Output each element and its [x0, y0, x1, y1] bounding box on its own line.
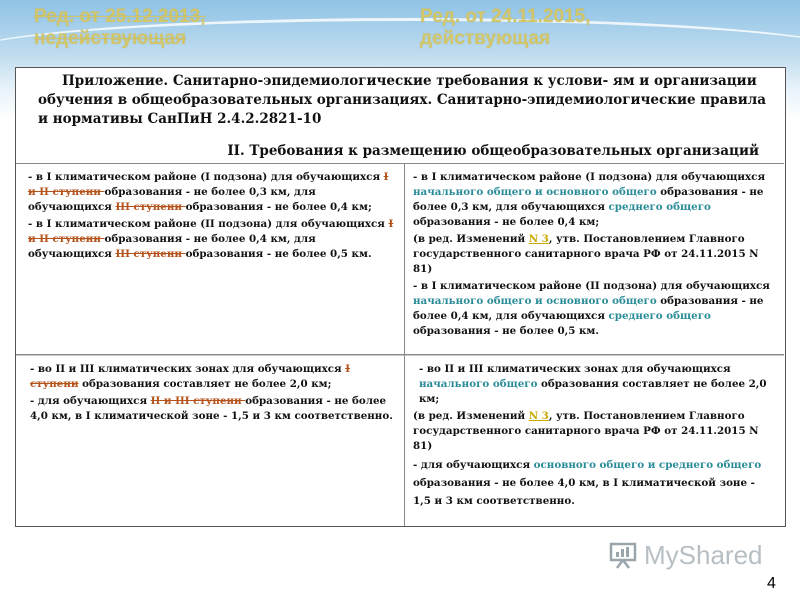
amendment-link[interactable]: N 3 — [528, 410, 549, 422]
text-run: (в ред. Изменений — [413, 410, 529, 422]
new-top-para-1 — [413, 170, 776, 230]
cell-old-bottom — [16, 358, 404, 526]
text-run: образования - не более 0,3 км, для обучающихся — [28, 186, 316, 213]
text-run: образования - не более 0,4 км, для обучающихся — [28, 233, 316, 260]
amendment-link[interactable]: N 3 — [528, 233, 549, 245]
new-text: начального общего и основного общего — [413, 295, 657, 307]
header-old-edition — [34, 6, 205, 50]
text-run: - в I климатическом районе (I подзона) для обучающихся — [413, 171, 766, 183]
intro-text: Приложение. Санитарно-эпидемиологические требования к услови- ям и организации обучения в общеобразовательных организациях. Санитарно-эпидемиологические правила и нормативы СанПиН 2.4.2.2821-10 — [38, 73, 766, 127]
new-bottom-para-2 — [413, 409, 776, 454]
deleted-text: III ступени — [115, 248, 186, 260]
text-run: образования - не более 0,4 км; — [413, 216, 600, 228]
new-text: начального общего — [419, 378, 538, 390]
text-run: образования - не более 0,4 км, для обучающихся — [413, 295, 764, 322]
deleted-text: I ступени — [30, 363, 351, 390]
header-current-edition — [420, 6, 590, 50]
cell-new-top — [405, 166, 784, 354]
deleted-text: III ступени — [115, 201, 186, 213]
text-run: - для обучающихся — [413, 459, 534, 471]
text-run: образования составляет не более 2,0 км; — [78, 378, 332, 390]
header-old-line1: Ред. от 25.12.2013, — [34, 6, 206, 27]
text-run: - во II и III климатических зонах для обучающихся — [30, 363, 346, 375]
presentation-board-icon — [608, 540, 638, 570]
new-text: среднего общего — [608, 310, 711, 322]
text-run: , утв. Постановлением Главного государственного санитарного врача РФ от 24.11.2015 N 81) — [413, 410, 759, 452]
deleted-text: II и III ступени — [150, 395, 246, 407]
text-run: - в I климатическом районе (II подзона) для обучающихся — [413, 280, 770, 292]
old-bottom-para-2 — [30, 394, 396, 424]
header-current-line1: Ред. от 24.11.2015, — [420, 6, 591, 27]
text-run: - в I климатическом районе (II подзона) для обучающихся — [28, 218, 389, 230]
text-run: образования - не более 4,0 км, в I климатической зоне - 1,5 и 3 км соответственно. — [413, 477, 755, 507]
header-current-line2: действующая — [420, 28, 551, 49]
text-run: образования - не более 0,5 км. — [185, 248, 372, 260]
new-text: начального общего и основного общего — [413, 186, 657, 198]
myshared-logo — [608, 537, 763, 573]
text-run: образования - не более 0,3 км, для обучающихся — [413, 186, 764, 213]
text-run: , утв. Постановлением Главного государственного санитарного врача РФ от 24.11.2015 N 81) — [413, 233, 759, 275]
new-bottom-para-1 — [413, 362, 776, 407]
cell-new-bottom — [405, 358, 784, 526]
section-title: II. Требования к размещению общеобразовательных организаций — [227, 143, 759, 159]
new-top-para-3 — [413, 279, 776, 339]
cell-old-top — [16, 166, 404, 354]
old-top-para-1 — [28, 170, 396, 215]
new-top-para-2 — [413, 232, 776, 277]
comparison-table — [15, 67, 786, 527]
deleted-text: I и II ступени — [28, 218, 394, 245]
old-bottom-para-1 — [30, 362, 396, 392]
text-run: образования - не более 0,4 км; — [185, 201, 372, 213]
old-top-para-2 — [28, 217, 396, 262]
page-number: 4 — [767, 575, 776, 592]
text-run: образования - не более 4,0 км, в I климатической зоне - 1,5 и 3 км соответственно. — [30, 395, 393, 422]
row-divider-shadow — [16, 355, 784, 356]
text-run: образования составляет не более 2,0 км; — [419, 378, 767, 405]
text-run: - во II и III климатических зонах для обучающихся — [419, 363, 731, 375]
text-run: - для обучающихся — [30, 395, 151, 407]
header-old-line2: недействующая — [34, 28, 187, 49]
new-bottom-para-3 — [413, 456, 776, 510]
text-run: образования - не более 0,5 км. — [413, 325, 599, 337]
deleted-text: I и II ступени — [28, 171, 389, 198]
new-text: среднего общего — [608, 201, 711, 213]
text-run: (в ред. Изменений — [413, 233, 529, 245]
text-run: - в I климатическом районе (I подзона) для обучающихся — [28, 171, 384, 183]
logo-text: MyShared — [644, 539, 763, 570]
new-text: основного общего и среднего общего — [533, 459, 762, 471]
